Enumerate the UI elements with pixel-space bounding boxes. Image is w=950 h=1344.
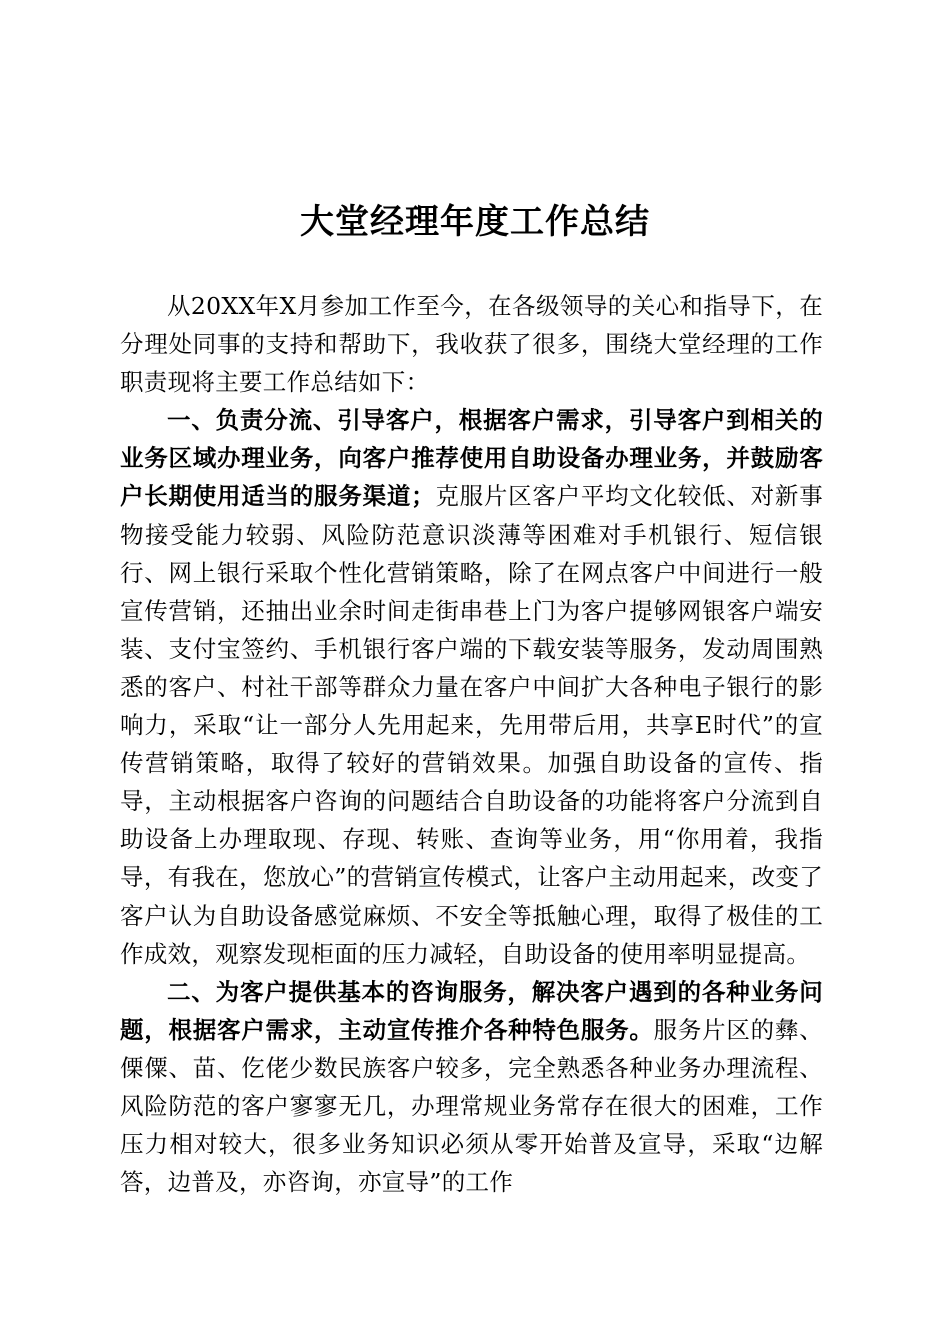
paragraph-text: 从20XX年X月参加工作至今，在各级领导的关心和指导下，在分理处同事的支持和帮助下，我收获了很多，围绕大堂经理的工作职责现将主要工作总结如下： xyxy=(120,292,823,397)
paragraph-text: 克服片区客户平均文化较低、对新事物接受能力较弱、风险防范意识淡薄等困难对手机银行、短信银行、网上银行采取个性化营销策略，除了在网点客户中间进行一般宣传营销，还抽出业余时间走街串巷上门为客户提够网银客户端安装、支付宝签约、手机银行客户端的下载安装等服务，发动周围熟悉的客户、村社干部等群众力量在客户中间扩大各种电子银行的影响力，采取“让一部分人先用起来，先用带后用，共享E时代”的宣传营销策略，取得了较好的营销效果。加强自助设备的宣传、指导，主动根据客户咨询的问题结合自助设备的功能将客户分流到自助设备上办理取现、存现、转账、查询等业务，用“你用着，我指导，有我在，您放心”的营销宣传模式，让客户主动用起来，改变了客户认为自助设备感觉麻烦、不安全等抵触心理，取得了极佳的工作成效，观察发现柜面的压力减轻，自助设备的使用率明显提高。 xyxy=(120,482,823,968)
paragraph-text: 服务片区的彝、傈僳、苗、仡佬少数民族客户较多，完全熟悉各种业务办理流程、风险防范的客户寥寥无几，办理常规业务常存在很大的困难，工作压力相对较大，很多业务知识必须从零开始普及宣导，采取“边解答，边普及，亦咨询，亦宣导”的工作 xyxy=(120,1015,823,1197)
section-1-heading: 一、负责分流、引导客户，根据客户需求，引导客户到相关的业务区域办理业务，向客户推荐使用自助设备办理业务，并鼓励客户长期使用适当的服务渠道； xyxy=(120,406,823,511)
intro-paragraph xyxy=(120,287,823,401)
document-body xyxy=(120,287,823,1201)
document-title: 大堂经理年度工作总结 xyxy=(300,202,650,242)
section-2-heading: 二、为客户提供基本的咨询服务，解决客户遇到的各种业务问题，根据客户需求，主动宣传推介各种特色服务。 xyxy=(120,977,823,1044)
section-1-paragraph xyxy=(120,401,823,972)
section-2-paragraph xyxy=(120,973,823,1202)
